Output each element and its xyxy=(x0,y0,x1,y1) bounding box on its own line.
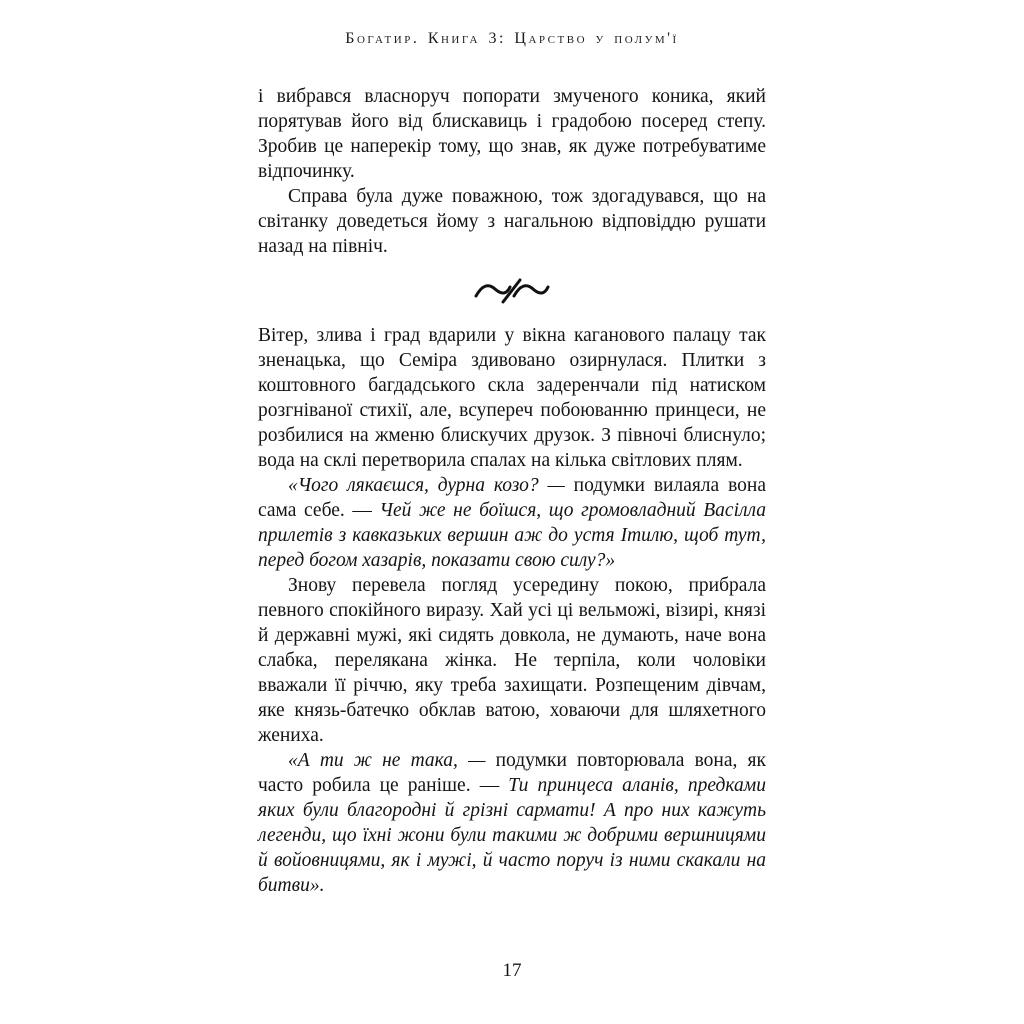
text-run: «А ти ж не така, — xyxy=(288,750,496,771)
section-after-divider xyxy=(258,323,766,898)
paragraph xyxy=(258,573,766,748)
paragraph xyxy=(258,748,766,898)
text-run: подумки повторювала вона, як часто робила це раніше. — xyxy=(258,750,766,796)
paragraph xyxy=(258,184,766,259)
paragraph xyxy=(258,323,766,473)
text-run: Ти принцеса аланів, предками яких були благородні й грізні сармати! А про них кажуть легенди, що їхні жони були такими ж добрими вершницями й войовницями, як і мужі, й часто поруч із ними скакали на битви». xyxy=(258,775,766,896)
paragraph xyxy=(258,84,766,184)
section-before-divider xyxy=(258,84,766,259)
text-run: Справа була дуже поважною, тож здогадувався, що на світанку доведеться йому з нагальною відповіддю рушати назад на північ. xyxy=(258,186,766,257)
running-head: Богатир. Книга 3: Царство у полум'ї xyxy=(345,30,679,47)
text-run: Знову перевела погляд усередину покою, прибрала певного спокійного виразу. Хай усі ці вельможі, візирі, князі й державні мужі, які сидять довкола, не думають, наче вона слабка, перелякана жінка. Не терпіла, коли чоловіки вважали її річчю, яку треба захищати. Розпещеним дівчам, яке князь-батечко обклав ватою, ховаючи для шляхетного жениха. xyxy=(258,575,766,746)
flourish-icon xyxy=(473,279,551,300)
text-run: «Чого лякаєшся, дурна козо? — xyxy=(288,475,574,496)
text-block xyxy=(258,84,766,898)
paragraph xyxy=(258,473,766,573)
text-run: Вітер, злива і град вдарили у вікна каганового палацу так зненацька, що Семіра здивовано озирнулася. Плитки з коштовного багдадського скла задеренчали під натиском розгніваної стихії, але, всупереч побоюванню принцеси, не розбилися на жменю блискучих друзок. З півночі блиснуло; вода на склі перетворила спалах на кілька світлових плям. xyxy=(258,325,766,471)
text-run: і вибрався власноруч попорати змученого коника, який порятував його від блискавиць і градобою посеред степу. Зробив це наперекір тому, що знав, як дуже потребуватиме відпочинку. xyxy=(258,86,766,182)
page-number: 17 xyxy=(502,960,522,981)
section-divider xyxy=(258,275,766,305)
text-run: Чей же не боїшся, що громовладний Васілла прилетів з кавказьких вершин аж до устя Ітилю, щоб тут, перед богом хазарів, показати свою силу?» xyxy=(258,500,766,571)
text-run: подумки вилаяла вона сама себе. — xyxy=(258,475,766,521)
